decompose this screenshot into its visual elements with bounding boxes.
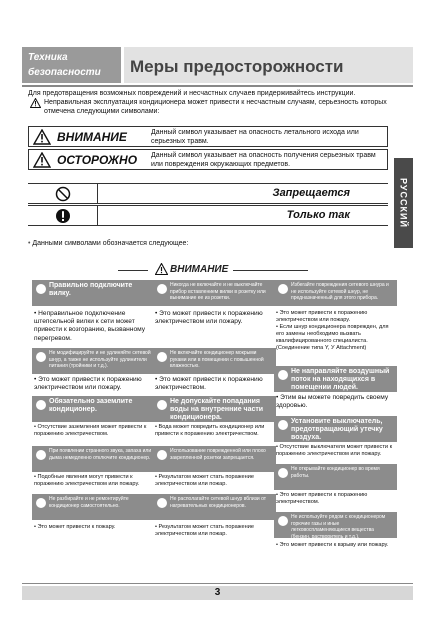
warning-text: • Вода может повредить кондиционер или привести к поражению электричеством. — [155, 424, 265, 437]
mandatory-icon — [36, 284, 46, 294]
warning-column-2 — [153, 280, 276, 580]
warning-banner-text: Установите выключатель, предотвращающий утечку воздуха. — [291, 418, 383, 441]
prohibited-icon — [278, 284, 288, 294]
warning-text: • Этим вы можете повредить своему здоровью. — [276, 394, 389, 410]
warning-text: • Отсутствие заземления может привести к поражению электричеством. — [34, 424, 147, 437]
header-left-line1: Техника — [28, 52, 68, 63]
heading-rule-right — [233, 270, 308, 271]
symbol-row-warning — [28, 126, 388, 147]
misuse-warning — [30, 98, 413, 116]
warning-banner — [32, 280, 155, 306]
warning-banner — [153, 446, 276, 472]
warning-text: • Это может привести к поражению электричеством или пожару. — [155, 310, 263, 326]
misuse-warning-text: Неправильная эксплуатация кондиционера может привести к несчастным случаям, серьезность которых отмечена следующими символами: — [44, 99, 387, 115]
warning-banner — [274, 464, 397, 490]
warning-banner — [274, 512, 397, 538]
prohibited-icon — [36, 352, 46, 362]
warning-banner — [153, 348, 276, 374]
warning-text: • Это может привести к поражению электричеством или пожару. • Если шнур кондиционера поврежден, для его замены необходимо вызвать квалифицированного специалиста. (Соединение типа Y, У Attachment) — [276, 310, 389, 351]
icon-label-mandatory: Только так — [286, 209, 350, 221]
header-section-label — [22, 47, 121, 83]
icon-label-prohibited: Запрещается — [272, 187, 350, 199]
footer-divider — [22, 583, 413, 584]
symbol-label-warning: ВНИМАНИЕ — [57, 130, 127, 144]
prohibited-icon — [157, 450, 167, 460]
section-title: ВНИМАНИЕ — [170, 264, 229, 275]
warning-banner — [274, 416, 397, 442]
warning-banner-text: Не включайте кондиционер мокрыми руками или в помещении с повышенной влажностью. — [170, 350, 264, 369]
page-title: Меры предосторожности — [130, 57, 344, 76]
warning-text: • Подобные явления могут привести к поражению электричеством или пожару. — [34, 474, 140, 487]
warning-banner-text: Не допускайте попадания воды на внутренние части кондиционера. — [170, 398, 264, 421]
warning-banner-text: Использование поврежденной или плохо закрепленной розетки запрещается. — [170, 448, 266, 461]
warning-text: • Результатом может стать поражение электричеством или пожар. — [155, 474, 254, 487]
mandatory-icon — [55, 208, 71, 224]
warning-banner-text: Не используйте рядом с кондиционером горючие газы и иные легковоспламеняющиеся вещества (бензин, растворитель и т.д.). — [291, 514, 386, 538]
icon-row-mandatory — [28, 205, 388, 226]
mandatory-icon — [36, 400, 46, 410]
prohibited-icon — [55, 186, 71, 202]
warning-banner — [32, 348, 155, 374]
language-tab-label: РУССКИЙ — [398, 178, 409, 228]
warning-text: • Это может привести к поражению электричеством. — [155, 376, 263, 392]
header-title-bar — [124, 47, 413, 83]
warning-banner-text: Правильно подключите вилку. — [49, 282, 133, 297]
language-tab — [394, 158, 413, 248]
warning-banner — [274, 366, 397, 392]
header-left-line2: безопасности — [28, 67, 101, 78]
icon-row-prohibited — [28, 183, 388, 204]
warning-text: • Это может привести к поражению электричеством. — [276, 492, 368, 505]
heading-rule-left — [118, 270, 148, 271]
warning-banner-text: Не располагайте сетевой шнур вблизи от нагревательных кондиционеров. — [170, 496, 267, 509]
prohibited-icon — [157, 400, 167, 410]
prohibited-icon — [278, 516, 288, 526]
symbol-label-caution: ОСТОРОЖНО — [57, 153, 138, 167]
intro-text: Для предотвращения возможных повреждений и несчастных случаев придерживайтесь инструкции. — [28, 90, 356, 97]
warning-banner-text: Обязательно заземлите кондиционер. — [49, 398, 133, 413]
warning-text: • Отсутствие выключателя может привести к поражению электричеством или пожару. — [276, 444, 393, 457]
warning-banner — [153, 280, 276, 306]
warning-banner-text: Не направляйте воздушный поток на находящихся в помещении людей. — [291, 368, 390, 391]
prohibited-icon — [157, 498, 167, 508]
warning-banner — [274, 280, 397, 306]
warning-banner-text: При появлении странного звука, запаха или дыма немедленно отключите кондиционер. — [49, 448, 152, 461]
warning-icon — [30, 98, 41, 108]
symbols-note: • Данными символами обозначается следующее: — [28, 240, 188, 247]
warning-column-3 — [274, 280, 397, 580]
warning-banner-text: Никогда не включайте и не выключайте прибор вставлением вилки в розетку или вынимание ее из розетки. — [170, 282, 266, 301]
mandatory-icon — [278, 420, 288, 430]
symbol-desc-warning: Данный символ указывает на опасность летального исхода или серьезных травм. — [151, 129, 359, 145]
warning-text: • Результатом может стать поражение электричеством или пожар. — [155, 524, 254, 537]
warning-icon — [155, 263, 168, 275]
symbol-desc-caution: Данный символ указывает на опасность получения серьезных травм или повреждения окружающих предметов. — [151, 152, 376, 168]
warning-banner-text: Избегайте повреждения сетевого шнура и не используйте сетевой шнур, не предназначенный для этого прибора. — [291, 282, 389, 301]
warning-text: • Это может привести к пожару. — [34, 524, 116, 530]
warning-banner — [32, 494, 155, 520]
section-heading — [118, 263, 308, 277]
warning-column-1 — [32, 280, 155, 580]
prohibited-icon — [157, 352, 167, 362]
warning-banner — [32, 396, 155, 422]
warning-banner — [32, 446, 155, 472]
page-number: 3 — [22, 586, 413, 600]
header-divider — [22, 85, 413, 87]
warning-text: • Неправильное подключение штепсельной вилки к сети может привести к возгоранию, вызванному перегревом. — [34, 310, 146, 342]
warning-icon — [33, 152, 51, 168]
warning-icon — [33, 129, 51, 145]
symbol-row-caution — [28, 149, 388, 170]
prohibited-icon — [36, 498, 46, 508]
warning-banner-text: Не открывайте кондиционер во время работы. — [291, 466, 380, 479]
prohibited-icon — [278, 370, 288, 380]
warning-text: • Это может привести к взрыву или пожару. — [276, 542, 389, 548]
prohibited-icon — [278, 468, 288, 478]
mandatory-icon — [36, 450, 46, 460]
warning-text: • Это может привести к поражению электричеством или пожару. — [34, 376, 142, 392]
warning-banner — [153, 396, 276, 422]
warning-banner-text: Не разбирайте и не ремонтируйте кондиционер самостоятельно. — [49, 496, 129, 509]
warning-banner-text: Не модифицируйте и не удлиняйте сетевой шнур, а также не используйте удлинители питания (тройники и т.д.). — [49, 350, 151, 369]
warning-banner — [153, 494, 276, 520]
prohibited-icon — [157, 284, 167, 294]
